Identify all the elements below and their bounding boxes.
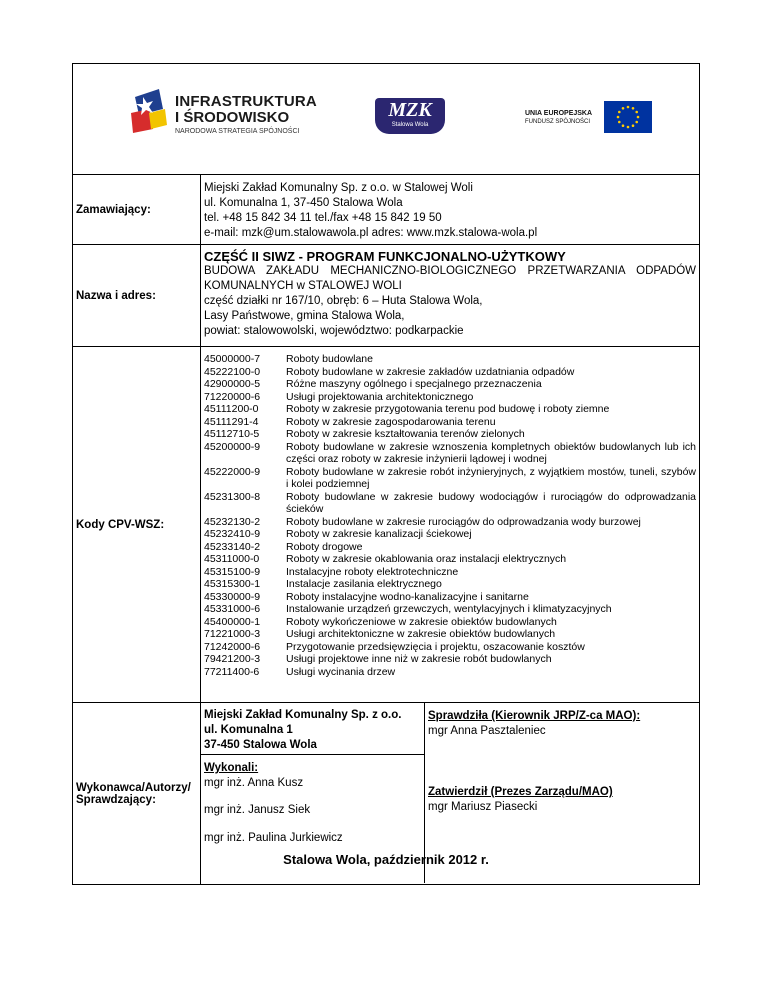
cpv-item [204, 378, 696, 391]
cpv-code: 45232410-9 [204, 528, 261, 540]
cpv-description: Usługi wycinania drzew [286, 665, 396, 678]
cpv-code: 45315300-1 [204, 578, 261, 590]
nazwa-details [204, 245, 696, 346]
cpv-description: Roboty w zakresie okablowania oraz instalacji elektrycznych [286, 553, 567, 565]
cpv-description: Roboty instalacyjne wodno-kanalizacyjne i sanitarne [286, 590, 529, 603]
document-frame [72, 63, 700, 885]
cpv-code: 71221000-3 [204, 628, 261, 640]
eu-flag-icon [604, 101, 652, 133]
cpv-description: Roboty w zakresie przygotowania terenu pod budowę i roboty ziemne [286, 403, 610, 415]
mzk-logo-text: MZK [388, 99, 432, 121]
cpv-row [73, 346, 699, 702]
footer-place-date: Stalowa Wola, październik 2012 r. [283, 852, 489, 867]
cpv-code: 77211400-6 [204, 665, 260, 678]
logo-row [73, 64, 699, 174]
cpv-item [204, 516, 696, 529]
cpv-code: 45112710-5 [204, 428, 260, 440]
zamawiajacy-line: Miejski Zakład Komunalny Sp. z o.o. w Stalowej Woli [204, 182, 473, 194]
cpv-list [204, 353, 696, 678]
infrastruktura-logo [129, 89, 317, 145]
cpv-item [204, 441, 696, 466]
company-line: 37-450 Stalowa Wola [204, 739, 317, 751]
ue-title: UNIA EUROPEJSKA [525, 110, 593, 117]
author-name: mgr inż. Anna Kusz [204, 777, 304, 789]
infrastruktura-title-2: I ŚRODOWISKO [175, 109, 290, 126]
cpv-description: Roboty budowlane w zakresie wznoszenia kompletnych obiektów budowlanych lub ich części oraz roboty w zakresie inżynierii lądowej i wodnej [286, 440, 696, 465]
sprawdzila-name: mgr Anna Pasztaleniec [428, 725, 546, 737]
cpv-item [204, 666, 696, 679]
sprawdzila-label: Sprawdziła (Kierownik JRP/Z-ca MAO): [428, 710, 641, 722]
cpv-description: Usługi projektowe inne niż w zakresie robót budowlanych [286, 653, 552, 665]
cpv-code: 42900000-5 [204, 378, 261, 390]
wykonawca-label-line: Wykonawca/Autorzy/ [76, 781, 191, 794]
cpv-description: Roboty budowlane w zakresie budowy wodociągów i rurociągów do odprowadzania ścieków [286, 490, 696, 515]
cpv-description: Roboty w zakresie kanalizacji ściekowej [286, 528, 472, 540]
cpv-description: Różne maszyny ogólnego i specjalnego przeznaczenia [286, 378, 542, 390]
cpv-code: 45222000-9 [204, 465, 261, 478]
cpv-code: 45232130-2 [204, 515, 261, 528]
nazwa-label: Nazwa i adres: [73, 245, 201, 346]
cpv-codes [204, 347, 696, 702]
cpv-code: 45222100-0 [204, 365, 261, 378]
cpv-code: 45400000-1 [204, 615, 261, 628]
address-line: część działki nr 167/10, obręb: 6 – Huta Stalowa Wola, [204, 295, 483, 307]
mzk-logo [375, 98, 445, 134]
project-name-line: KOMUNALNYCH w STALOWEJ WOLI [204, 280, 402, 292]
cpv-code: 45111200-0 [204, 403, 259, 415]
cpv-code: 45231300-8 [204, 490, 261, 503]
zamawiajacy-line: tel. +48 15 842 34 11 tel./fax +48 15 842 19 50 [204, 212, 442, 224]
cpv-description: Roboty budowlane w zakresie robót inżynieryjnych, z wyjątkiem mostów, tuneli, szybów i kolei podziemnej [286, 465, 696, 490]
cpv-item [204, 553, 696, 566]
cpv-item [204, 591, 696, 604]
zamawiajacy-line: e-mail: mzk@um.stalowawola.pl adres: www.mzk.stalowa-wola.pl [204, 227, 538, 239]
cpv-description: Roboty drogowe [286, 540, 363, 553]
cpv-code: 45000000-7 [204, 353, 261, 365]
zamawiajacy-line: ul. Komunalna 1, 37-450 Stalowa Wola [204, 197, 403, 209]
wykonali-label: Wykonali: [204, 762, 259, 774]
cpv-item [204, 566, 696, 579]
author-name: mgr inż. Paulina Jurkiewicz [204, 832, 343, 844]
cpv-label: Kody CPV-WSZ: [73, 347, 201, 702]
cpv-item [204, 353, 696, 366]
cpv-item [204, 391, 696, 404]
cpv-item [204, 616, 696, 629]
cpv-description: Roboty wykończeniowe w zakresie obiektów budowlanych [286, 615, 557, 628]
cpv-description: Instalowanie urządzeń grzewczych, wentylacyjnych i klimatyzacyjnych [286, 603, 612, 615]
author-name: mgr inż. Janusz Siek [204, 804, 311, 816]
cpv-code: 79421200-3 [204, 653, 261, 665]
cpv-item [204, 641, 696, 654]
cpv-description: Roboty budowlane w zakresie zakładów uzdatniania odpadów [286, 365, 575, 378]
zamawiajacy-label: Zamawiający: [73, 175, 201, 244]
cpv-item [204, 541, 696, 554]
cpv-description: Usługi projektowania architektonicznego [286, 390, 474, 403]
cpv-item [204, 528, 696, 541]
cpv-description: Roboty budowlane w zakresie rurociągów do odprowadzania wody burzowej [286, 515, 641, 528]
cpv-description: Przygotowanie przedsięwzięcia i projektu, oszacowanie kosztów [286, 640, 585, 653]
cpv-item [204, 491, 696, 516]
cpv-item [204, 403, 696, 416]
cpv-code: 45331000-6 [204, 603, 261, 615]
cpv-description: Instalacje zasilania elektrycznego [286, 578, 442, 590]
mzk-logo-subtitle: Stalowa Wola [391, 122, 429, 128]
cpv-code: 71242000-6 [204, 640, 261, 653]
cpv-code: 45315100-9 [204, 565, 261, 578]
infrastruktura-title-1: INFRASTRUKTURA [175, 93, 317, 110]
ue-subtitle: FUNDUSZ SPÓJNOŚCI [525, 119, 591, 125]
cpv-item [204, 653, 696, 666]
company-line: ul. Komunalna 1 [204, 724, 293, 736]
cpv-code: 45330000-9 [204, 590, 261, 603]
cpv-description: Instalacyjne roboty elektrotechniczne [286, 565, 459, 578]
infrastruktura-subtitle: NARODOWA STRATEGIA SPÓJNOŚCI [175, 128, 300, 135]
cpv-code: 71220000-6 [204, 390, 261, 403]
zamawiajacy-row [73, 174, 699, 244]
cpv-description: Roboty w zakresie zagospodarowania terenu [286, 415, 496, 428]
document-heading: CZĘŚĆ II SIWZ - PROGRAM FUNKCJONALNO-UŻYTKOWY [204, 249, 566, 264]
cpv-description: Roboty w zakresie kształtowania terenów zielonych [286, 428, 525, 440]
project-name-line: BUDOWA ZAKŁADU MECHANICZNO-BIOLOGICZNEGO PRZETWARZANIA ODPADÓW [204, 265, 696, 277]
cpv-item [204, 466, 696, 491]
wykonawca-label-line: Sprawdzający: [76, 793, 156, 806]
cpv-item [204, 416, 696, 429]
address-line: Lasy Państwowe, gmina Stalowa Wola, [204, 310, 405, 322]
cpv-item [204, 366, 696, 379]
zatwierdzil-name: mgr Mariusz Piasecki [428, 801, 538, 813]
cpv-code: 45311000-0 [204, 553, 260, 565]
address-line: powiat: stalowowolski, województwo: podkarpackie [204, 325, 464, 337]
cpv-item [204, 578, 696, 591]
nazwa-row [73, 244, 699, 346]
cpv-description: Usługi architektoniczne w zakresie obiektów budowlanych [286, 628, 556, 640]
cpv-code: 45111291-4 [204, 415, 259, 428]
cpv-description: Roboty budowlane [286, 353, 373, 365]
cpv-item [204, 428, 696, 441]
zatwierdzil-label: Zatwierdził (Prezes Zarządu/MAO) [428, 786, 613, 798]
company-line: Miejski Zakład Komunalny Sp. z o.o. [204, 709, 402, 721]
cpv-item [204, 628, 696, 641]
ue-logo [525, 101, 655, 133]
cpv-item [204, 603, 696, 616]
infrastruktura-emblem-icon [129, 89, 169, 139]
contractor-company [201, 703, 425, 755]
cpv-code: 45200000-9 [204, 440, 261, 453]
cpv-code: 45233140-2 [204, 540, 261, 553]
zamawiajacy-details [204, 175, 696, 244]
